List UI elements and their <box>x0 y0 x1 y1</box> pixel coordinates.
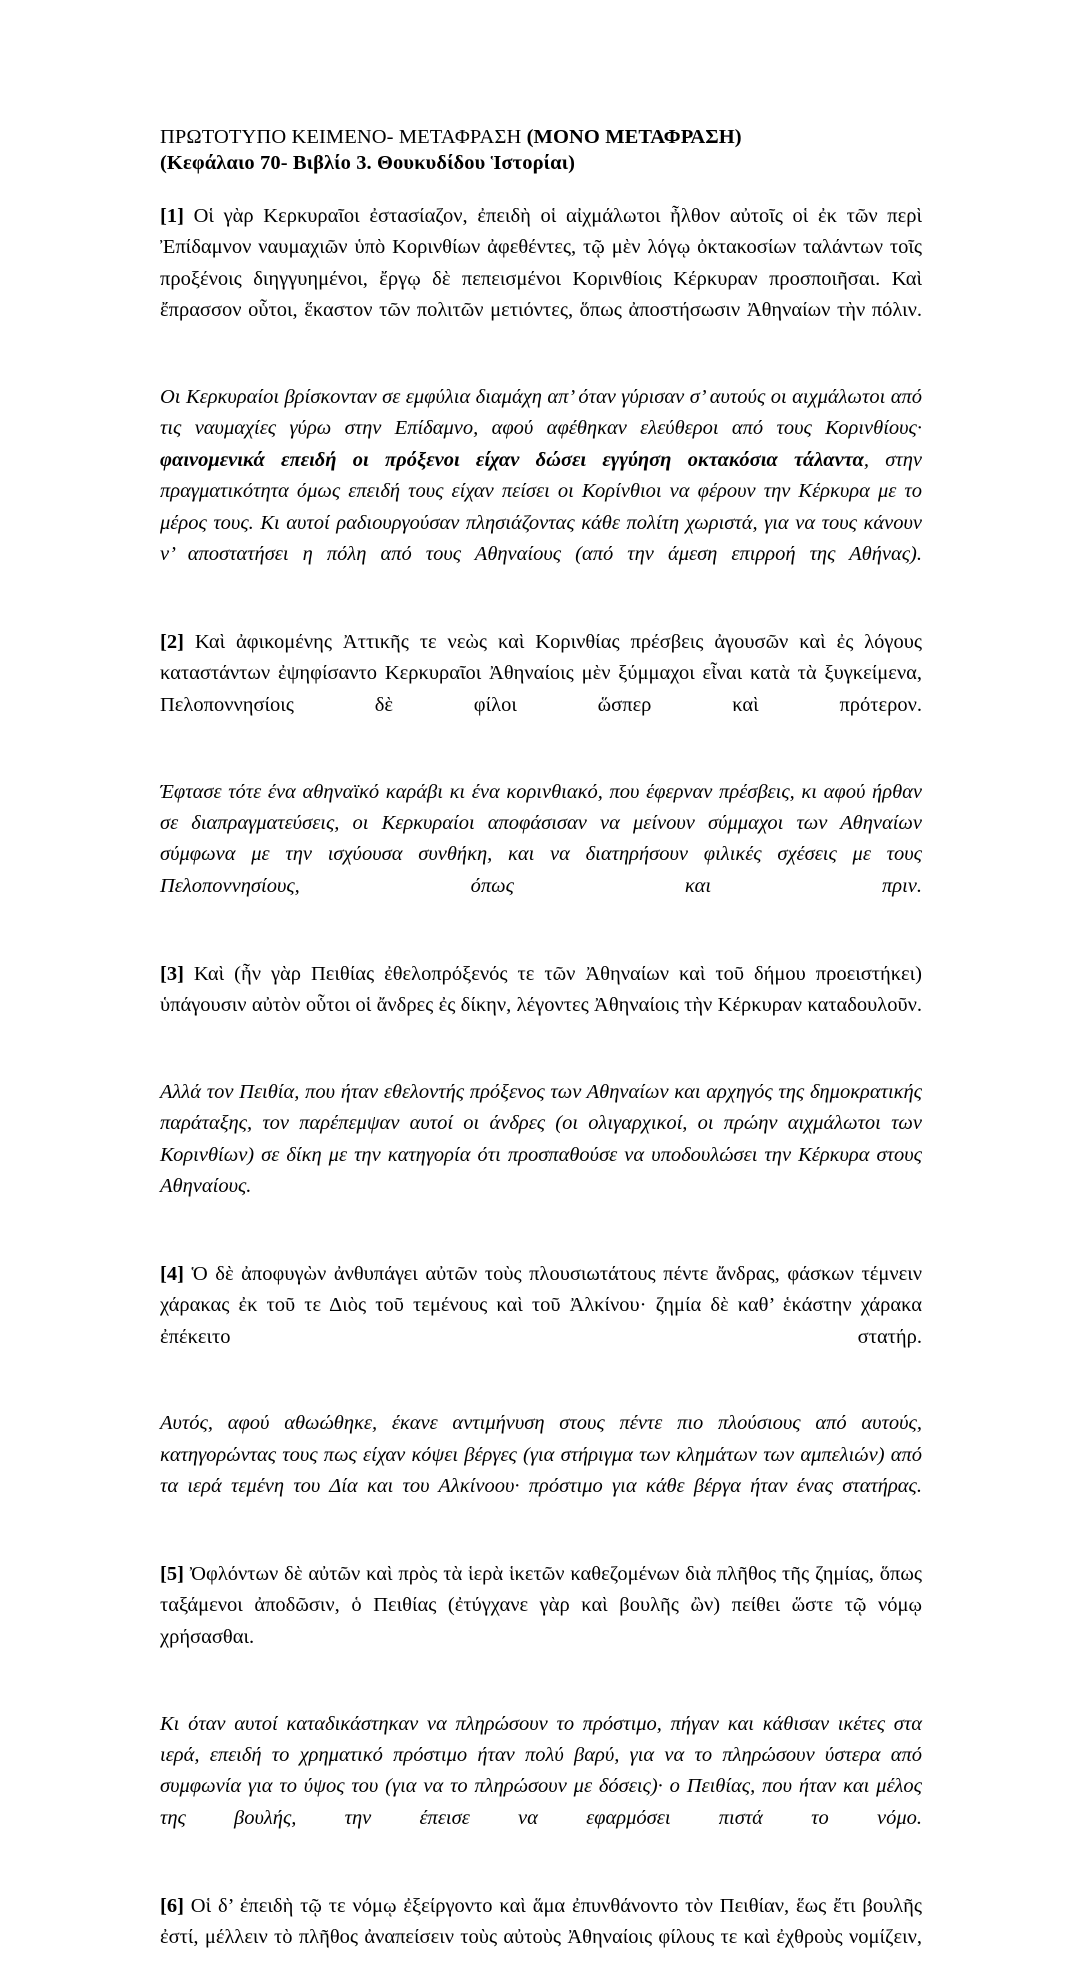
original-text-4: Ὁ δὲ ἀποφυγὼν ἀνθυπάγει αὐτῶν τοὺς πλουσιωτάτους πέντε ἄνδρας, φάσκων τέμνειν χάρακας ἐκ τοῦ τε Διὸς τοῦ τεμένους καὶ τοῦ Ἀλκίνου· ζημία δὲ καθ’ ἑκάστην χάρακα ἐπέκειτο στατήρ. <box>160 1262 922 1348</box>
paragraph-marker-1: [1] <box>160 205 184 227</box>
original-text-5: Ὀφλόντων δὲ αὐτῶν καὶ πρὸς τὰ ἱερὰ ἱκετῶν καθεζομένων διὰ πλῆθος τῆς ζημίας, ὅπως ταξάμενοι ἀποδῶσιν, ὁ Πειθίας (ἐτύγχανε γὰρ καὶ βουλῆς ὢν) πείθει ὥστε τῷ νόμῳ χρήσασθαι. <box>160 1563 922 1648</box>
translation-text-1-pre: Οι Κερκυραίοι βρίσκονταν σε εμφύλια διαμάχη απ’ όταν γύρισαν σ’ αυτούς οι αιχμάλωτοι από τις ναυμαχίες γύρω στην Επίδαμνο, αφού αφέθηκαν ελεύθεροι από τους Κορινθίους· <box>160 386 922 440</box>
original-text-2: Καὶ ἀφικομένης Ἀττικῆς τε νεὼς καὶ Κορινθίας πρέσβεις ἀγουσῶν καὶ ἐς λόγους καταστάντων ἐψηφίσαντο Κερκυραῖοι Ἀθηναίοις μὲν ξύμμαχοι εἶναι κατὰ τὰ ξυγκείμενα, Πελοποννησίοις δὲ φίλοι ὥσπερ καὶ πρότερον. <box>160 630 922 716</box>
document-title <box>160 124 922 150</box>
original-paragraph-3 <box>160 959 922 1053</box>
translation-text-4-pre: Αυτός, αφού αθωώθηκε, έκανε αντιμήνυση στους πέντε πιο πλούσιους από αυτούς, κατηγορώντας τους πως είχαν κόψει βέργες (για στήριγμα των κλημάτων των αμπελιών) από τα ιερά τεμένη του Δία και του Αλκίνοου· πρόστιμο για κάθε βέργα ήταν ένας στατήρας. <box>160 1412 922 1498</box>
paragraph-marker-6: [6] <box>160 1894 184 1917</box>
document-subtitle: (Κεφάλαιο 70- Βιβλίο 3. Θουκυδίδου Ἱστορίαι) <box>160 152 576 174</box>
translation-paragraph-4 <box>160 1408 922 1534</box>
document-title-plain: ΠΡΩΤΟΤΥΠΟ ΚΕΙΜΕΝΟ- ΜΕΤΑΦΡΑΣΗ <box>160 126 527 148</box>
translation-text-1-post: , στην πραγματικότητα όμως επειδή τους είχαν πείσει οι Κορίνθιοι να φέρουν την Κέρκυρα με το μέρος τους. Κι αυτοί ραδιουργούσαν πλησιάζοντας κάθε πολίτη χωριστά, για να τους κάνουν ν’ αποστατήσει η πόλη από τους Αθηναίους (από την άμεση επιρροή της Αθήνας). <box>160 448 922 566</box>
translation-paragraph-3 <box>160 1077 922 1234</box>
original-text-6: Οἱ δ’ ἐπειδὴ τῷ τε νόμῳ ἐξείργοντο καὶ ἅμα ἐπυνθάνοντο τὸν Πειθίαν, ἕως ἔτι βουλῆς ἐστί, μέλλειν τὸ πλῆθος ἀναπείσειν τοὺς αὐτοὺς Ἀθηναίοις φίλους τε καὶ ἐχθροὺς νομίζειν, <box>160 1894 922 1949</box>
paragraph-marker-2: [2] <box>160 630 184 653</box>
original-text-1: Οἱ γὰρ Κερκυραῖοι ἐστασίαζον, ἐπειδὴ οἱ αἰχμάλωτοι ἦλθον αὐτοῖς οἱ ἐκ τῶν περὶ Ἐπίδαμνον ναυμαχιῶν ὑπὸ Κορινθίων ἀφεθέντες, τῷ μὲν λόγῳ ὀκτακοσίων ταλάντων τοῖς προξένοις διηγγυημένοι, ἔργῳ δὲ πεπεισμένοι Κορινθίοις Κέρκυραν προσποιῆσαι. Καὶ ἔπρασσον οὗτοι, ἕκαστον τῶν πολιτῶν μετιόντες, ὅπως ἀποστήσωσιν Ἀθηναίων τὴν πόλιν. <box>160 205 922 322</box>
translation-paragraph-2 <box>160 777 922 934</box>
paragraph-marker-3: [3] <box>160 962 184 985</box>
original-paragraph-2 <box>160 627 922 753</box>
document-title-emphasis: (ΜΟΝΟ ΜΕΤΑΦΡΑΣΗ) <box>526 126 742 148</box>
translation-paragraph-5 <box>160 1709 922 1866</box>
original-paragraph-4 <box>160 1259 922 1385</box>
translation-paragraph-1 <box>160 382 922 602</box>
translation-text-2-pre: Έφτασε τότε ένα αθηναϊκό καράβι κι ένα κορινθιακό, που έφερναν πρέσβεις, κι αφού ήρθαν σε διαπραγματεύσεις, οι Κερκυραίοι αποφάσισαν να μείνουν σύμμαχοι των Αθηναίων σύμφωνα με την ισχύουσα συνθήκη, και να διατηρήσουν φιλικές σχέσεις με τους Πελοποννησίους, όπως και πριν. <box>160 780 922 897</box>
original-paragraph-5 <box>160 1559 922 1685</box>
document-body <box>160 124 922 1985</box>
original-paragraph-6 <box>160 1891 922 1985</box>
paragraph-marker-5: [5] <box>160 1563 184 1586</box>
translation-emphasis-1: φαινομενικά επειδή οι πρόξενοι είχαν δώσει εγγύηση οκτακόσια τάλαντα <box>160 448 864 471</box>
translation-text-3-pre: Αλλά τον Πειθία, που ήταν εθελοντής πρόξενος των Αθηναίων και αρχηγός της δημοκρατικής παράταξης, τον παρέπεμψαν αυτοί οι άνδρες (οι ολιγαρχικοί, οι πρώην αιχμάλωτοι των Κορινθίων) σε δίκη με την κατηγορία ότι προσπαθούσε να υποδουλώσει την Κέρκυρα στους Αθηναίους. <box>160 1080 922 1197</box>
translation-text-5-pre: Κι όταν αυτοί καταδικάστηκαν να πληρώσουν το πρόστιμο, πήγαν και κάθισαν ικέτες στα ιερά, επειδή το χρηματικό πρόστιμο ήταν πολύ βαρύ, για να το πληρώσουν ύστερα από συμφωνία για το ύψος του (για να το πληρώσουν με δόσεις)· ο Πειθίας, που ήταν και μέλος της βουλής, την έπεισε να εφαρμόσει πιστά το νόμο. <box>160 1712 922 1829</box>
paragraph-marker-4: [4] <box>160 1262 184 1285</box>
original-text-3: Καὶ (ἦν γὰρ Πειθίας ἐθελοπρόξενός τε τῶν Ἀθηναίων καὶ τοῦ δήμου προειστήκει) ὑπάγουσιν αὐτὸν οὗτοι οἱ ἄνδρες ἐς δίκην, λέγοντες Ἀθηναίοις τὴν Κέρκυραν καταδουλοῦν. <box>160 962 922 1016</box>
original-paragraph-1 <box>160 201 922 358</box>
